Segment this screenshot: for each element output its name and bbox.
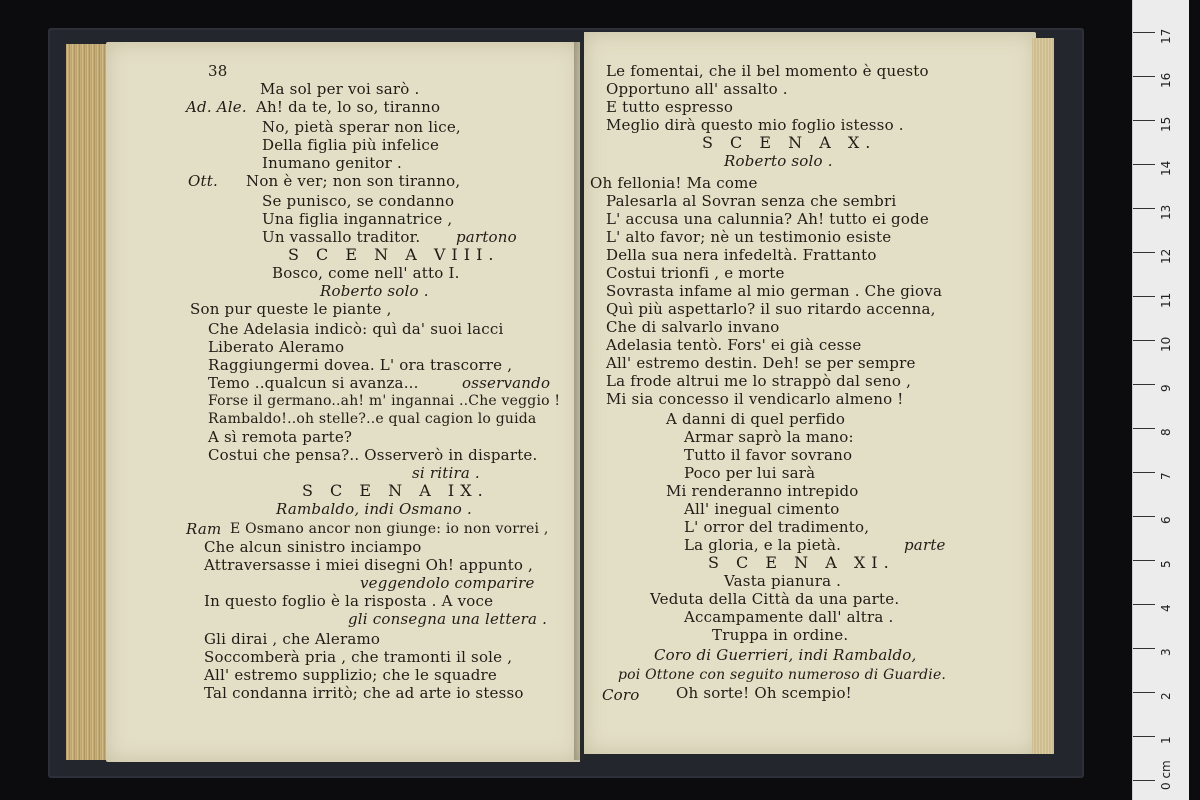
text-line: Mi sia concesso il vendicarlo almeno ! <box>606 390 904 408</box>
text-line: Adelasia tentò. Fors' ei già cesse <box>606 336 862 354</box>
ruler-tick <box>1133 472 1155 473</box>
text-line: Palesarla al Sovran senza che sembri <box>606 192 897 210</box>
text-line: Le fomentai, che il bel momento è questo <box>606 62 929 80</box>
text-line: Tal condanna irritò; che ad arte io stesso <box>204 684 524 702</box>
stage-direction: partono <box>456 228 517 246</box>
scene-heading: S C E N A VIII. <box>288 245 500 264</box>
ruler-label: 7 <box>1159 472 1173 480</box>
ruler-tick <box>1133 296 1155 297</box>
text-line: La frode altrui me lo strappò dal seno , <box>606 372 912 390</box>
text-line: Oh sorte! Oh scempio! <box>676 684 852 702</box>
right-page-edge <box>1032 38 1054 754</box>
ruler-tick <box>1133 340 1155 341</box>
text-line: Soccomberà pria , che tramonti il sole , <box>204 648 513 666</box>
speaker-label: Ad. Ale. <box>186 98 247 116</box>
text-line: Attraversasse i miei disegni Oh! appunto , <box>204 556 533 574</box>
text-line: E tutto espresso <box>606 98 734 116</box>
ruler-tick <box>1133 208 1155 209</box>
ruler-tick <box>1133 32 1155 33</box>
verse-line: A danni di quel perfido <box>666 410 846 428</box>
verse-line: La gloria, e la pietà. <box>684 536 842 554</box>
stage-direction: gli consegna una lettera . <box>348 610 548 628</box>
character-entry: poi Ottone con seguito numeroso di Guardie. <box>618 667 947 683</box>
verse-line: L' orror del tradimento, <box>684 518 870 536</box>
ruler-tick <box>1133 76 1155 77</box>
ruler-label: 16 <box>1159 72 1173 88</box>
text-line: Che di salvarlo invano <box>606 318 780 336</box>
ruler-tick <box>1133 252 1155 253</box>
text-line: Son pur queste le piante , <box>190 300 392 318</box>
ruler-tick <box>1133 560 1155 561</box>
character-entry: Roberto solo . <box>320 282 429 300</box>
text-line: Opportuno all' assalto . <box>606 80 788 98</box>
text-line: A sì remota parte? <box>208 428 353 446</box>
ruler-tick <box>1133 164 1155 165</box>
ruler-tick <box>1133 780 1155 781</box>
text-line: Oh fellonia! Ma come <box>590 174 758 192</box>
ruler-tick <box>1133 428 1155 429</box>
scene-heading: S C E N A XI. <box>708 553 895 572</box>
right-page <box>584 32 1036 754</box>
text-line: Ah! da te, lo so, tiranno <box>256 98 441 116</box>
text-line: Meglio dirà questo mio foglio istesso . <box>606 116 904 134</box>
scene-setting: Bosco, come nell' atto I. <box>272 264 460 282</box>
ruler-tick <box>1133 648 1155 649</box>
ruler-tick <box>1133 736 1155 737</box>
verse-line: Poco per lui sarà <box>684 464 816 482</box>
stage-direction: parte <box>904 536 946 554</box>
text-line: Gli dirai , che Aleramo <box>204 630 381 648</box>
ruler-label: 13 <box>1159 204 1173 220</box>
text-line: Inumano genitor . <box>262 154 402 172</box>
scene-heading: S C E N A IX. <box>302 481 489 500</box>
ruler-label: 15 <box>1159 116 1173 132</box>
text-line: Non è ver; non son tiranno, <box>246 172 461 190</box>
ruler-tick <box>1133 120 1155 121</box>
text-line: Della sua nera infedeltà. Frattanto <box>606 246 877 264</box>
ruler-label: 11 <box>1159 292 1173 308</box>
text-line: Un vassallo traditor. <box>262 228 421 246</box>
text-line: Sovrasta infame al mio german . Che giova <box>606 282 943 300</box>
ruler-tick <box>1133 516 1155 517</box>
ruler-label: 17 <box>1159 28 1173 44</box>
verse-line: Mi renderanno intrepido <box>666 482 859 500</box>
stage-direction: veggendolo comparire <box>360 574 535 592</box>
verse-line: Armar saprò la mano: <box>684 428 854 446</box>
verse-line: Tutto il favor sovrano <box>684 446 853 464</box>
text-line: No, pietà sperar non lice, <box>262 118 461 136</box>
text-line: Se punisco, se condanno <box>262 192 455 210</box>
text-line: Che alcun sinistro inciampo <box>204 538 422 556</box>
ruler-tick <box>1133 604 1155 605</box>
text-line: Ma sol per voi sarò . <box>260 80 420 98</box>
text-line: Della figlia più infelice <box>262 136 440 154</box>
text-line: Costui che pensa?.. Osserverò in disparte. <box>208 446 538 464</box>
text-line: Che Adelasia indicò: quì da' suoi lacci <box>208 320 504 338</box>
scene-setting: Vasta pianura . <box>724 572 842 590</box>
text-line: Liberato Aleramo <box>208 338 345 356</box>
text-line: E Osmano ancor non giunge: io non vorrei , <box>230 521 549 537</box>
ruler-label: 0 cm <box>1159 760 1173 790</box>
verse-line: All' inegual cimento <box>684 500 840 518</box>
text-line: L' alto favor; nè un testimonio esiste <box>606 228 892 246</box>
text-line: All' estremo supplizio; che le squadre <box>204 666 498 684</box>
text-line: Temo ..qualcun si avanza... <box>208 374 419 392</box>
ruler-tick <box>1133 384 1155 385</box>
ruler-tick <box>1133 692 1155 693</box>
scene-setting: Veduta della Città da una parte. <box>650 590 900 608</box>
character-entry: Roberto solo . <box>724 152 833 170</box>
measurement-ruler <box>1132 0 1189 800</box>
ruler-label: 4 <box>1159 604 1173 612</box>
stage-direction: osservando <box>462 374 551 392</box>
speaker-label: Ott. <box>188 172 218 190</box>
page-number: 38 <box>208 62 228 80</box>
ruler-label: 2 <box>1159 692 1173 700</box>
text-line: Una figlia ingannatrice , <box>262 210 453 228</box>
text-line: Costui trionfi , e morte <box>606 264 785 282</box>
ruler-label: 12 <box>1159 248 1173 264</box>
scene-heading: S C E N A X. <box>702 133 877 152</box>
ruler-label: 3 <box>1159 648 1173 656</box>
text-line: L' accusa una calunnia? Ah! tutto ei gode <box>606 210 929 228</box>
scene-setting: Accampamente dall' altra . <box>684 608 894 626</box>
text-line: Quì più aspettarlo? il suo ritardo accenna, <box>606 300 936 318</box>
text-line: Forse il germano..ah! m' ingannai ..Che veggio ! <box>208 393 561 409</box>
speaker-label: Ram <box>186 520 222 538</box>
ruler-label: 8 <box>1159 428 1173 436</box>
ruler-label: 5 <box>1159 560 1173 568</box>
left-page <box>106 42 580 762</box>
speaker-label: Coro <box>602 686 640 704</box>
ruler-label: 9 <box>1159 384 1173 392</box>
text-line: In questo foglio è la risposta . A voce <box>204 592 494 610</box>
ruler-label: 1 <box>1159 736 1173 744</box>
character-entry: Coro di Guerrieri, indi Rambaldo, <box>654 646 917 664</box>
scene-setting: Truppa in ordine. <box>712 626 849 644</box>
text-line: Rambaldo!..oh stelle?..e qual cagion lo guida <box>208 411 537 427</box>
stage-direction: si ritira . <box>412 464 480 482</box>
text-line: All' estremo destin. Deh! se per sempre <box>606 354 916 372</box>
ruler-label: 10 <box>1159 336 1173 352</box>
ruler-label: 6 <box>1159 516 1173 524</box>
ruler-label: 14 <box>1159 160 1173 176</box>
text-line: Raggiungermi dovea. L' ora trascorre , <box>208 356 513 374</box>
character-entry: Rambaldo, indi Osmano . <box>276 500 472 518</box>
